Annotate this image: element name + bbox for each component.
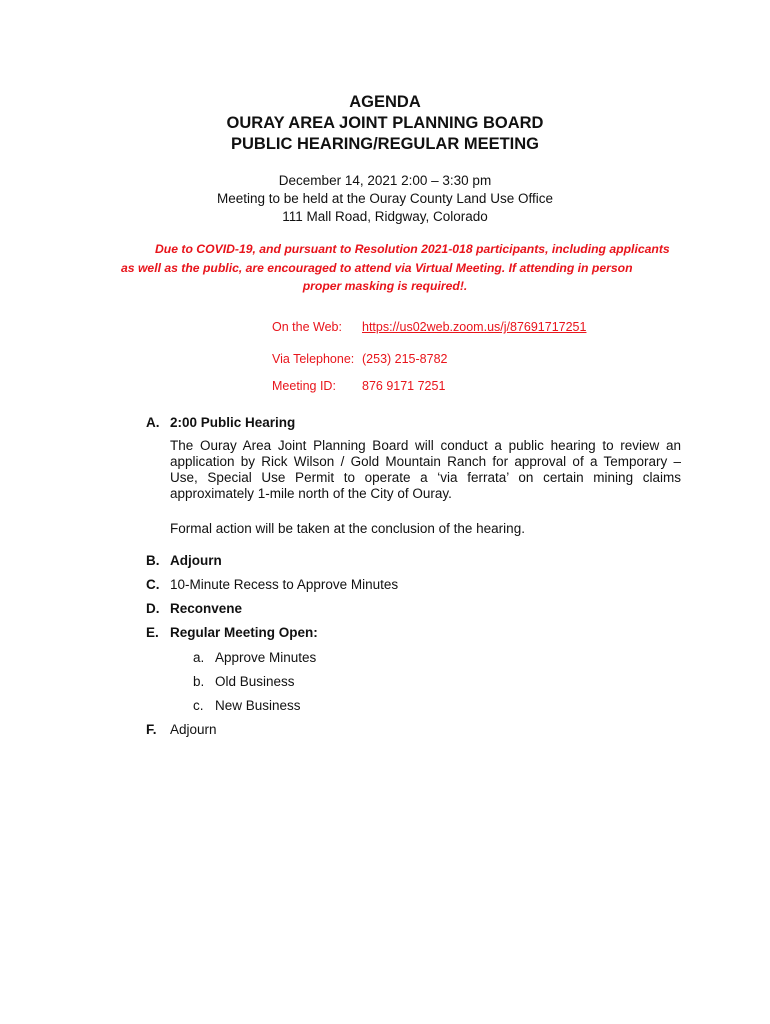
zoom-phone-value: (253) 215-8782 (362, 352, 448, 366)
zoom-web-link[interactable]: https://us02web.zoom.us/j/87691717251 (362, 320, 587, 334)
agenda-text-f: Adjourn (170, 722, 217, 737)
zoom-id-value: 876 9171 7251 (362, 379, 446, 393)
title-line-meeting-type: PUBLIC HEARING/REGULAR MEETING (230, 135, 539, 153)
meeting-address: 111 Mall Road, Ridgway, Colorado (282, 209, 488, 224)
agenda-title (0, 92, 770, 155)
agenda-text-b: Adjourn (170, 553, 222, 568)
hearing-description-line: Use, Special Use Permit to operate a ‘via ferrata’ on certain mining claims (170, 470, 681, 485)
subitem-text: Old Business (215, 674, 295, 689)
agenda-letter-c: C. (146, 577, 160, 592)
agenda-text-e: Regular Meeting Open: (170, 625, 318, 640)
agenda-letter-e: E. (146, 625, 159, 640)
subitem-letter: c. (193, 698, 204, 713)
hearing-note-text: Formal action will be taken at the conclusion of the hearing. (170, 521, 525, 536)
title-line-board: OURAY AREA JOINT PLANNING BOARD (226, 114, 544, 132)
subitem-text: New Business (215, 698, 301, 713)
subitem-text: Approve Minutes (215, 650, 317, 665)
zoom-id-label: Meeting ID: (272, 379, 336, 393)
meeting-location: Meeting to be held at the Ouray County Land Use Office (217, 191, 553, 206)
covid-notice-line-3: proper masking is required!. (302, 279, 468, 293)
meeting-datetime: December 14, 2021 2:00 – 3:30 pm (278, 173, 492, 188)
title-line-agenda: AGENDA (349, 93, 421, 111)
meeting-info (0, 172, 770, 226)
covid-notice-line-2: as well as the public, are encouraged to attend via Virtual Meeting. If attending in person (121, 260, 633, 275)
agenda-letter-d: D. (146, 601, 160, 616)
hearing-description-line: approximately 1-mile north of the City of Ouray. (170, 486, 452, 501)
agenda-text-d: Reconvene (170, 601, 243, 616)
agenda-text-c: 10-Minute Recess to Approve Minutes (170, 577, 399, 592)
subitem-letter: b. (193, 674, 205, 689)
agenda-letter-f: F. (146, 722, 157, 737)
subitem-letter: a. (193, 650, 205, 665)
agenda-letter-b: B. (146, 553, 160, 568)
hearing-description-line: application by Rick Wilson / Gold Mountain Ranch for approval of a Temporary – (170, 454, 681, 469)
covid-notice-line-1: Due to COVID-19, and pursuant to Resolution 2021-018 participants, including applicants (155, 242, 670, 256)
zoom-web-label: On the Web: (272, 320, 342, 334)
zoom-phone-label: Via Telephone: (272, 352, 355, 366)
hearing-description (170, 438, 681, 502)
hearing-description-line: The Ouray Area Joint Planning Board will conduct a public hearing to review an (170, 438, 681, 453)
agenda-title-a: 2:00 Public Hearing (170, 415, 296, 430)
agenda-letter-a: A. (146, 415, 160, 430)
